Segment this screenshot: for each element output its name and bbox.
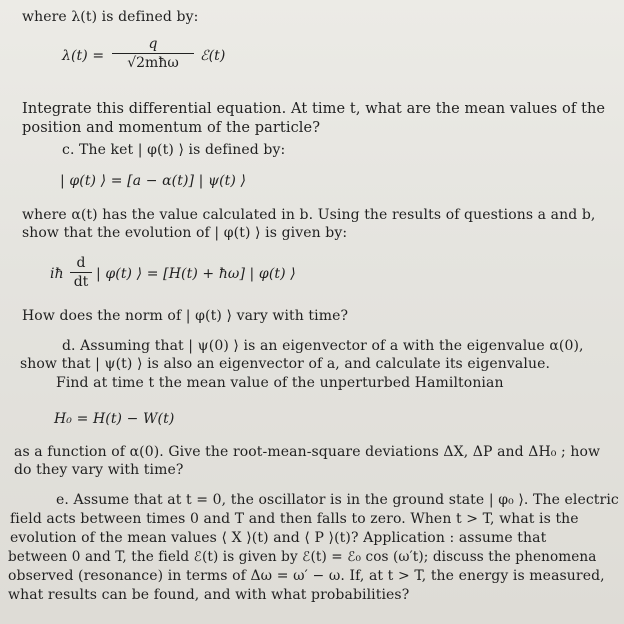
equation-lambda-lhs: λ(t) = (62, 48, 105, 64)
text-line: as a function of α(0). Give the root-mean-square deviations ΔX, ΔP and ΔH₀ ; how (14, 444, 601, 460)
equation-hamiltonian: H₀ = H(t) − W(t) (54, 411, 175, 427)
fraction-denominator: dt (73, 274, 89, 290)
text-line: e. Assume that at t = 0, the oscillator is in the ground state | φ₀ ⟩. The electric (56, 492, 619, 508)
text-line: evolution of the mean values ⟨ X ⟩(t) and ⟨ P ⟩(t)? Application : assume that (10, 530, 547, 546)
fraction-bar (70, 272, 92, 273)
text-line: field acts between times 0 and T and then falls to zero. When t > T, what is the (10, 511, 579, 527)
text-line: show that | ψ(t) ⟩ is also an eigenvector of a, and calculate its eigenvalue. (20, 356, 550, 372)
text-line: Find at time t the mean value of the unperturbed Hamiltonian (56, 375, 504, 391)
text-line: Integrate this differential equation. At time t, what are the mean values of the (22, 101, 606, 117)
equation-evolution-rhs: | φ(t) ⟩ = [H(t) + ħω] | φ(t) ⟩ (96, 266, 296, 282)
equation-ket-phi: | φ(t) ⟩ = [a − α(t)] | ψ(t) ⟩ (60, 173, 247, 189)
fraction-numerator: d (76, 255, 86, 271)
equation-lambda-rhs: ℰ(t) (200, 48, 226, 64)
text-line: do they vary with time? (14, 462, 184, 478)
equation-lambda-fraction (112, 36, 194, 71)
text-line: what results can be found, and with what probabilities? (8, 587, 410, 603)
text-line: position and momentum of the particle? (22, 120, 321, 136)
fraction-numerator: q (148, 36, 158, 52)
fraction-denominator: √2mħω (127, 55, 179, 71)
text-line: observed (resonance) in terms of Δω = ω′ − ω. If, at t > T, the energy is measured, (8, 568, 605, 584)
text-line: c. The ket | φ(t) ⟩ is defined by: (62, 142, 286, 158)
equation-derivative-fraction (70, 255, 92, 290)
text-line: d. Assuming that | ψ(0) ⟩ is an eigenvector of a with the eigenvalue α(0), (62, 338, 584, 354)
text-line: show that the evolution of | φ(t) ⟩ is given by: (22, 225, 348, 241)
equation-evolution-lhs: iħ (50, 266, 64, 282)
text-line: where λ(t) is defined by: (22, 9, 199, 25)
fraction-bar (112, 53, 194, 54)
text-line: where α(t) has the value calculated in b. Using the results of questions a and b, (22, 207, 596, 223)
text-line: How does the norm of | φ(t) ⟩ vary with time? (22, 308, 349, 324)
text-line: between 0 and T, the field ℰ(t) is given by ℰ(t) = ℰ₀ cos (ω′t); discuss the phenomena (8, 549, 597, 565)
